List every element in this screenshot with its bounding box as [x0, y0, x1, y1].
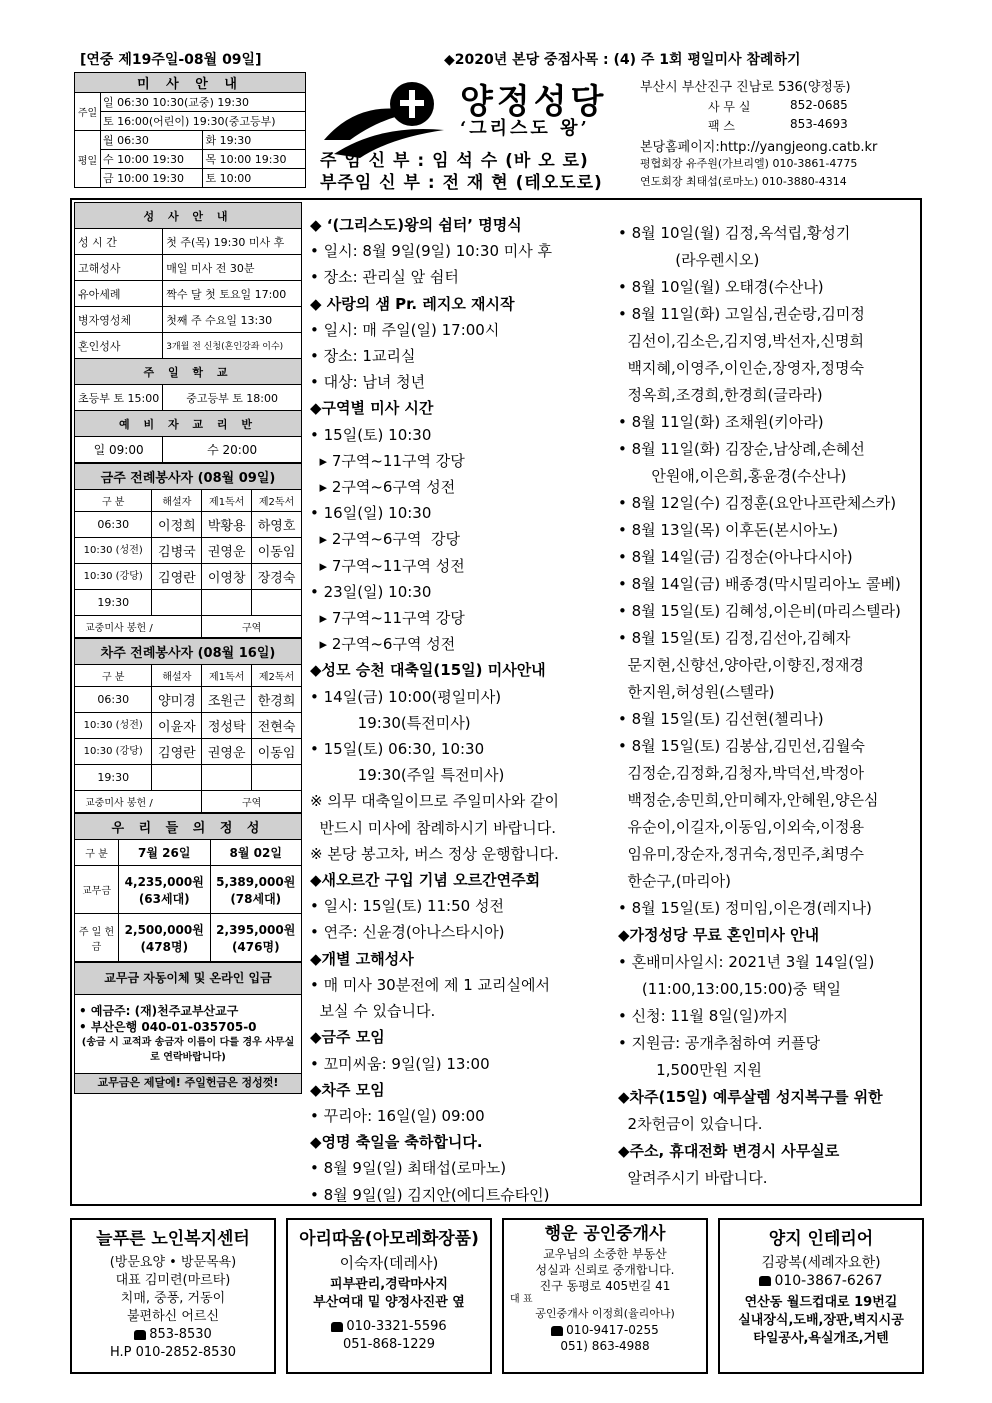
notice-line: • 신청: 11월 8일(일)까지: [618, 1007, 788, 1025]
ad-line: 성실과 신뢰로 중개합니다.: [535, 1263, 675, 1277]
notice-line: (11:00,13:00,15:00)중 택일: [618, 980, 842, 998]
notice-line: 김정순,김정화,김청자,박덕선,박정아: [618, 764, 864, 782]
autopay-note: (송금 시 교적과 송금자 이름이 다를 경우 사무실로 연락바랍니다): [81, 1037, 295, 1063]
table-cell: 조원근: [202, 687, 252, 713]
notice-line: • 8월 15일(토) 김봉삼,김민선,김월숙: [618, 737, 865, 755]
section-heading: ◆개별 고해성사: [310, 949, 414, 968]
weekday-cell: 화 19:30: [203, 131, 306, 150]
catechumen-cell: 수 20:00: [163, 437, 302, 463]
notice-line: ▸ 7구역~11구역 강당: [310, 451, 465, 470]
offering-area: 구역: [202, 616, 302, 638]
column-header: 7월 26일: [119, 840, 211, 866]
ad-phone: 010-3867-6267: [774, 1273, 883, 1289]
sacrament-time: 3개월 전 신청(혼인강좌 이수): [163, 333, 302, 359]
ad-line: 연산동 월드컵대로 19번길: [744, 1295, 898, 1310]
section-heading: ◆차주 모임: [310, 1080, 385, 1099]
notice-line: 반드시 미사에 참례하시기 바랍니다.: [310, 818, 556, 837]
notice-line: • 15일(토) 06:30, 10:30: [310, 740, 485, 759]
ad-line: 타일공사,욕실개조,거텐: [753, 1331, 889, 1346]
ad-line: (방문요양 • 방문목욕): [109, 1255, 237, 1270]
notice-line: • 8월 15일(토) 김혜성,이은비(마리스텔라): [618, 602, 901, 620]
notice-line: • 8월 15일(토) 김정,김선아,김혜자: [618, 629, 851, 647]
ad-line: 치매, 중풍, 거동이: [120, 1291, 226, 1306]
table-cell: 이영창: [202, 564, 252, 590]
sunday-label: 주일: [75, 93, 101, 131]
section-heading: ◆가정성당 무료 혼인미사 안내: [618, 926, 820, 944]
column-header: 구 분: [75, 665, 152, 687]
weekday-cell: 수 10:00 19:30: [101, 150, 203, 169]
sacraments-title: 성 사 안 내: [75, 203, 302, 229]
ad-line: 교우님의 소중한 부동산: [543, 1247, 667, 1261]
issue-label: [연중 제19주일-08월 09일]: [80, 52, 262, 68]
sunday-mass-row: 일 06:30 10:30(교중) 19:30: [101, 93, 306, 112]
donation-table: [74, 813, 302, 962]
notice-line: • 8월 14일(금) 김정순(아나다시아): [618, 548, 853, 566]
notice-line: • 대상: 남녀 청년: [310, 373, 426, 392]
donation-amount: 2,395,000원 (476명): [210, 914, 302, 962]
homepage-link[interactable]: 본당홈페이지:http://yangjeong.catb.kr: [640, 140, 878, 155]
section-heading: ◆ ‘(그리스도)왕의 쉼터’ 명명식: [310, 216, 522, 234]
ad-line: 이숙자(데레사): [339, 1254, 439, 1272]
sacrament-name: 병자영성체: [75, 307, 163, 333]
weekday-cell: 목 10:00 19:30: [203, 150, 306, 169]
notice-line: • 8월 13일(목) 이후돈(본시아노): [618, 521, 839, 539]
servers-next-week-title: 차주 전례봉사자 (08월 16일): [75, 639, 302, 665]
ad-line: 피부관리,경락마사지: [330, 1277, 448, 1292]
table-cell: 하영호: [252, 512, 302, 538]
sacrament-name: 혼인성사: [75, 333, 163, 359]
ad-line: 불편하신 어르신: [126, 1309, 220, 1324]
notice-line: ▸ 2구역~6구역 강당: [310, 530, 460, 549]
sacrament-name: 성 시 간: [75, 229, 163, 255]
assistant-pastor-name: 부주임 신 부 : 전 재 현 (테오도로): [320, 173, 603, 193]
column-header: 해설자: [152, 490, 202, 512]
sacrament-name: 유아세례: [75, 281, 163, 307]
notice-line: 문지현,신향선,양아란,이향진,정재경: [618, 656, 864, 674]
ad-line: 대표 김미련(마르타): [115, 1273, 231, 1288]
ad-phone: 010-3321-5596: [346, 1319, 447, 1334]
pastoral-theme: ◆2020년 본당 중점사목 : (4) 주 1회 평일미사 참례하기: [444, 52, 801, 68]
mass-schedule-title: 미 사 안 내: [75, 73, 306, 93]
weekday-cell: 금 10:00 19:30: [101, 169, 203, 188]
notice-line: • 14일(금) 10:00(평일미사): [310, 687, 502, 706]
ad-line: 부산여대 밑 양정사진관 옆: [313, 1295, 465, 1310]
table-cell: 이동임: [252, 739, 302, 765]
ad-box-1: [70, 1218, 276, 1374]
column-header: 8월 02일: [210, 840, 302, 866]
column-header: 제1독서: [202, 665, 252, 687]
notice-line: • 꾸리아: 16일(일) 09:00: [310, 1106, 485, 1125]
sacrament-time: 첫째 주 수요일 13:30: [163, 307, 302, 333]
sacrament-name: 고해성사: [75, 255, 163, 281]
notice-line: • 일시: 15일(토) 11:50 성전: [310, 897, 504, 916]
notice-line: • 8월 11일(화) 김장순,남상례,손혜선: [618, 440, 865, 458]
notice-line: 김선이,김소은,김지영,박선자,신명희: [618, 332, 864, 350]
elder-contact: 연도회장 최태섭(로마노) 010-3880-4314: [640, 175, 847, 188]
section-heading: ◆주소, 휴대전화 변경시 사무실로: [618, 1142, 840, 1160]
notice-line: • 혼배미사일시: 2021년 3월 14일(일): [618, 953, 875, 971]
fax-label: 팩 스: [708, 119, 735, 133]
phone-icon: [134, 1330, 146, 1340]
donation-category: 교무금: [75, 866, 119, 914]
notice-line: 안원애,이은희,홍윤경(수산나): [618, 467, 847, 485]
table-cell: 한경희: [252, 687, 302, 713]
notice-line: ▸ 7구역~11구역 성전: [310, 556, 465, 575]
pastor-name: 주 임 신 부 : 임 석 수 (바 오 로): [320, 151, 589, 171]
notice-line: 2차헌금이 있습니다.: [618, 1115, 763, 1133]
phone-icon: [551, 1326, 563, 1336]
notice-line: 1,500만원 지원: [618, 1061, 762, 1079]
notice-line: ※ 본당 봉고차, 버스 정상 운행합니다.: [310, 844, 559, 863]
saturday-mass-row: 토 16:00(어린이) 19:30(중고등부): [101, 112, 306, 131]
ad-line: 김광복(세례자요한): [761, 1255, 881, 1271]
sunday-school-cell: 초등부 토 15:00: [75, 385, 163, 411]
top-bar: [74, 48, 922, 68]
table-cell: 이정희: [152, 512, 202, 538]
table-cell: 전현숙: [252, 713, 302, 739]
notice-line: • 8월 15일(토) 정미임,이은경(레지나): [618, 899, 872, 917]
ad-line: 대 표: [510, 1294, 533, 1305]
notice-line: 보실 수 있습니다.: [310, 1002, 436, 1021]
column-header: 제2독서: [252, 665, 302, 687]
autopay-footer: 교무금은 제달에! 주일헌금은 정성껏!: [75, 1073, 301, 1093]
ad-line: 실내장식,도배,장판,벽지시공: [738, 1313, 904, 1328]
notice-line: ▸ 2구역~6구역 성전: [310, 635, 456, 654]
ad-box-4: [718, 1218, 924, 1374]
section-heading: ◆성모 승천 대축일(15일) 미사안내: [310, 661, 546, 680]
mass-schedule-table: [74, 72, 306, 188]
ad-line: 공인중개사 이정희(율리아나): [535, 1307, 675, 1320]
notice-line: 유순이,이길자,이동임,이외숙,이정용: [618, 818, 864, 836]
autopay-box: [74, 962, 302, 1094]
bank-account: • 부산은행 040-01-035705-0: [79, 1020, 257, 1034]
notice-line: 임유미,장순자,정귀숙,정민주,최명수: [618, 845, 864, 863]
notice-line: ▸ 7구역~11구역 강당: [310, 609, 465, 628]
ad-box-2: [286, 1218, 492, 1374]
ad-phone: H.P 010-2852-8530: [109, 1345, 236, 1360]
church-subtitle: ‘그리스도 왕’: [460, 118, 590, 139]
ad-title: 아리따움(아모레화장품): [299, 1229, 479, 1249]
ad-phone: 010-9417-0255: [566, 1323, 659, 1337]
section-heading: ◆구역별 미사 시간: [310, 399, 434, 418]
notice-line: 정옥희,조경희,한경희(글라라): [618, 386, 823, 404]
donation-category: 주 일 헌 금: [75, 914, 119, 962]
ad-line: 진구 동평로 405번길 41: [539, 1279, 671, 1293]
sacraments-table: [74, 202, 302, 463]
notice-line: 19:30(특전미사): [310, 713, 471, 732]
notice-line: • 지원금: 공개추첨하여 커플당: [618, 1034, 821, 1052]
autopay-title: 교무금 자동이체 및 온라인 입금: [75, 963, 301, 995]
ad-phone: 853-8530: [149, 1327, 212, 1342]
table-cell: 10:30 (강당): [75, 564, 152, 590]
table-cell: 이동임: [252, 538, 302, 564]
catechumen-title: 예 비 자 교 리 반: [75, 411, 302, 437]
ad-title: 행운 공인중개사: [544, 1224, 666, 1244]
ad-phone: 051-868-1229: [342, 1337, 436, 1352]
table-cell: 06:30: [75, 512, 152, 538]
table-cell: 김병국: [152, 538, 202, 564]
ad-box-3: [502, 1218, 708, 1374]
office-phone: 852-0685: [790, 98, 848, 112]
weekday-label: 평일: [75, 131, 101, 188]
notice-line: • 8월 14일(금) 배종경(막시밀리아노 콜베): [618, 575, 901, 593]
ad-title: 양지 인테리어: [768, 1229, 874, 1249]
column-header: 구 분: [75, 840, 119, 866]
table-cell: 10:30 (성전): [75, 538, 152, 564]
middle-column: [310, 212, 612, 1208]
phone-icon: [759, 1276, 771, 1286]
column-header: 해설자: [152, 665, 202, 687]
church-address: 부산시 부산진구 진남로 536(양정동): [640, 80, 851, 95]
notice-line: • 8월 10일(월) 김정,옥석립,황성기: [618, 224, 851, 242]
notice-line: • 8월 11일(화) 고일심,권순랑,김미정: [618, 305, 865, 323]
table-cell: 이윤자: [152, 713, 202, 739]
donation-amount: 4,235,000원 (63세대): [119, 866, 211, 914]
column-header: 제2독서: [252, 490, 302, 512]
right-column: [618, 220, 924, 1192]
table-cell: 장경숙: [252, 564, 302, 590]
section-heading: ◆차주(15일) 예루살렘 성지복구를 위한: [618, 1088, 883, 1106]
ad-title: 늘푸른 노인복지센터: [96, 1229, 250, 1249]
sacrament-time: 짝수 달 첫 토요일 17:00: [163, 281, 302, 307]
table-cell: 06:30: [75, 687, 152, 713]
council-contact: 평협회장 유주원(가브리엘) 010-3861-4775: [640, 157, 858, 170]
notice-line: ※ 의무 대축일이므로 주일미사와 같이: [310, 792, 559, 811]
notice-line: • 연주: 신윤경(아나스타시아): [310, 923, 505, 942]
table-cell: 양미경: [152, 687, 202, 713]
table-cell: 10:30 (강당): [75, 739, 152, 765]
notice-line: 백정순,송민희,안미혜자,안혜원,양은심: [618, 791, 879, 809]
notice-line: • 16일(일) 10:30: [310, 504, 432, 523]
notice-line: 백지혜,이영주,이인순,장영자,정명숙: [618, 359, 864, 377]
notice-line: • 장소: 1교리실: [310, 347, 416, 366]
notice-line: • 8월 9일(일) 김지안(에디트슈타인): [310, 1185, 550, 1204]
notice-line: • 15일(토) 10:30: [310, 425, 432, 444]
notice-line: 한순구,(마리아): [618, 872, 731, 890]
office-label: 사 무 실: [708, 100, 751, 114]
section-heading: ◆새오르간 구입 기념 오르간연주회: [310, 871, 541, 890]
table-cell: 10:30 (성전): [75, 713, 152, 739]
notice-line: • 23일(일) 10:30: [310, 582, 432, 601]
sunday-school-title: 주 일 학 교: [75, 359, 302, 385]
sacrament-time: 첫 주(목) 19:30 미사 후: [163, 229, 302, 255]
notice-line: ▸ 2구역~6구역 성전: [310, 478, 456, 497]
notice-line: • 8월 10일(월) 오태경(수산나): [618, 278, 824, 296]
fax-number: 853-4693: [790, 117, 848, 131]
notice-line: 한지원,허성원(스텔라): [618, 683, 775, 701]
offering-area: 구역: [202, 791, 302, 813]
servers-next-week-table: [74, 638, 302, 813]
notice-line: • 매 미사 30분전에 제 1 교리실에서: [310, 975, 550, 994]
section-heading: ◆금주 모임: [310, 1028, 385, 1047]
account-holder: • 예금주: (재)천주교부산교구: [79, 1004, 239, 1018]
column-header: 제1독서: [202, 490, 252, 512]
section-heading: ◆영명 축일을 축하합니다.: [310, 1133, 483, 1152]
notice-line: 알려주시기 바랍니다.: [618, 1169, 768, 1187]
notice-line: • 8월 12일(수) 김정훈(요안나프란체스카): [618, 494, 897, 512]
table-cell: 김영란: [152, 564, 202, 590]
notice-line: • 꼬미씨움: 9일(일) 13:00: [310, 1054, 490, 1073]
table-cell: 19:30: [75, 765, 152, 791]
notice-line: • 일시: 매 주일(일) 17:00시: [310, 320, 500, 339]
donation-amount: 2,500,000원 (478명): [119, 914, 211, 962]
ad-phone: 051) 863-4988: [560, 1339, 650, 1353]
table-cell: 박황용: [202, 512, 252, 538]
table-cell: 권영운: [202, 739, 252, 765]
offering-label: 교중미사 봉헌 /: [75, 616, 202, 638]
notice-line: • 장소: 관리실 앞 쉼터: [310, 268, 459, 287]
weekday-cell: 월 06:30: [101, 131, 203, 150]
notice-line: • 일시: 8월 9일(9일) 10:30 미사 후: [310, 242, 552, 261]
servers-this-week-table: [74, 463, 302, 638]
offering-label: 교중미사 봉헌 /: [75, 791, 202, 813]
servers-this-week-title: 금주 전례봉사자 (08월 09일): [75, 464, 302, 490]
table-cell: 김영란: [152, 739, 202, 765]
sunday-school-cell: 중고등부 토 18:00: [163, 385, 302, 411]
notice-line: • 8월 9일(일) 최태섭(로마노): [310, 1159, 507, 1178]
left-column: [74, 202, 302, 1094]
church-name: 양정성당: [460, 82, 608, 122]
donation-amount: 5,389,000원 (78세대): [210, 866, 302, 914]
donation-title: 우 리 들 의 정 성: [75, 814, 302, 840]
notice-line: (라우렌시오): [618, 251, 760, 269]
catechumen-cell: 일 09:00: [75, 437, 163, 463]
notice-line: 19:30(주일 특전미사): [310, 766, 505, 785]
table-cell: 19:30: [75, 590, 152, 616]
sacrament-time: 매일 미사 전 30분: [163, 255, 302, 281]
table-cell: 권영운: [202, 538, 252, 564]
table-cell: 정성탁: [202, 713, 252, 739]
notice-line: • 8월 15일(토) 김선현(첼리나): [618, 710, 824, 728]
phone-icon: [331, 1322, 343, 1332]
weekday-cell: 토 10:00: [203, 169, 306, 188]
column-header: 구 분: [75, 490, 152, 512]
notice-line: • 8월 11일(화) 조채원(키아라): [618, 413, 824, 431]
section-heading: ◆ 사랑의 샘 Pr. 레지오 재시작: [310, 294, 515, 313]
